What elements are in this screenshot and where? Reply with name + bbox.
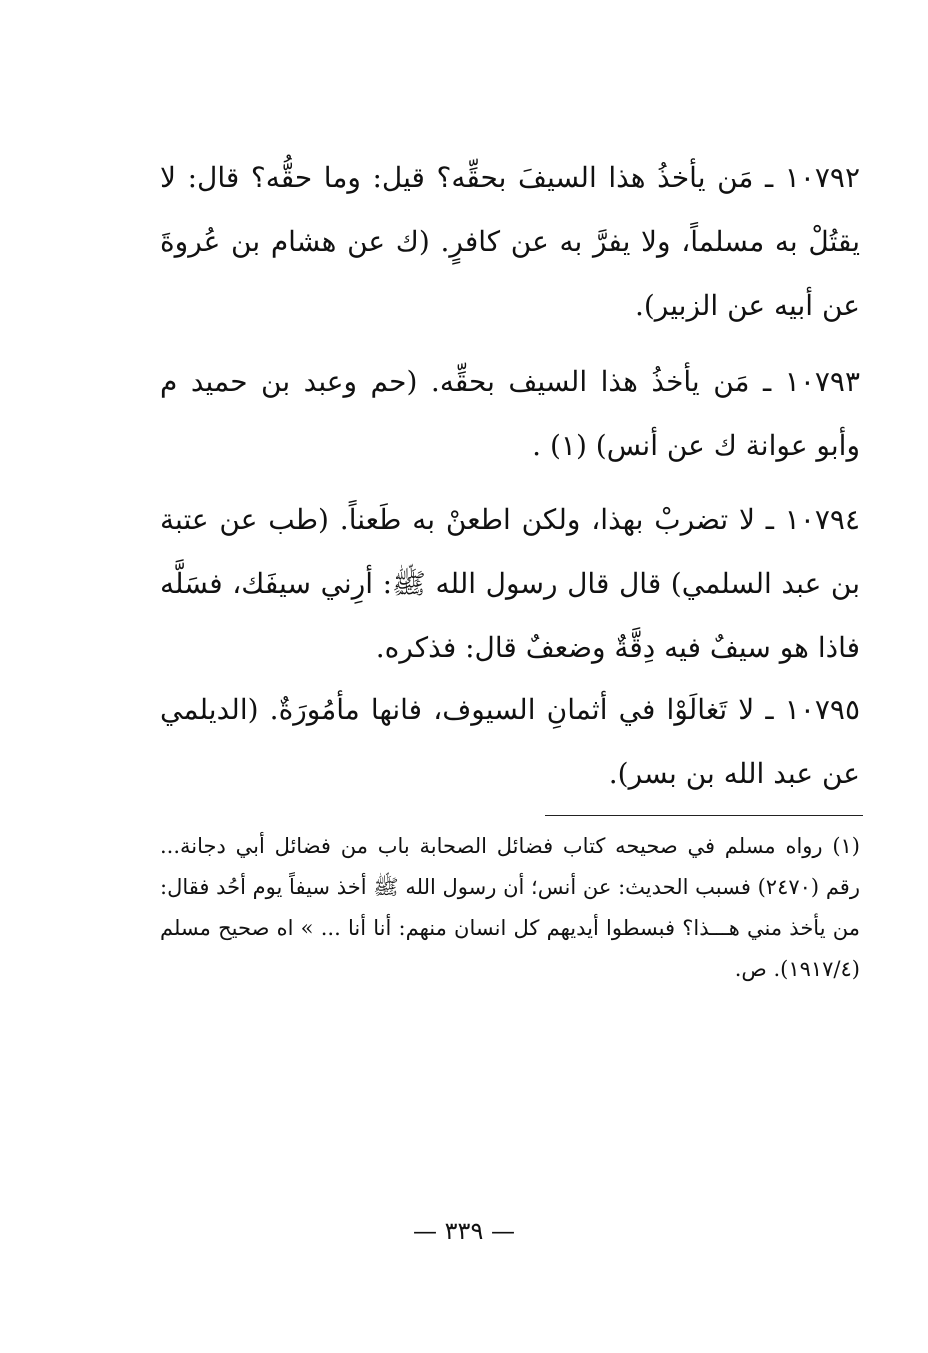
footnote [160,826,860,990]
hadith-entry-10792 [160,146,860,338]
hadith-text: ١٠٧٩٣ ـ مَن يأخذُ هذا السيف بحقِّه. (حم وعبد بن حميد م وأبو عوانة ك عن أنس) (١) . [160,365,860,462]
hadith-text: ١٠٧٩٥ ـ لا تَغالَوْا في أثمانِ السيوف، فانها مأمُورَةٌ. (الديلمي عن عبد الله بن بسر). [160,693,860,790]
hadith-text: ١٠٧٩٤ ـ لا تضربْ بهذا، ولكن اطعنْ به طَعناً. (طب عن عتبة بن عبد السلمي) قال قال رسول الله ﷺ: أرِني سيفَك، فسَلَّه فاذا هو سيفٌ فيه دِقَّةٌ وضعفٌ قال: فذكره. [160,503,860,664]
footnote-divider [545,815,863,816]
hadith-entry-10794 [160,488,860,680]
hadith-entry-10793 [160,350,860,478]
page-number: — ٣٣٩ — [413,1217,515,1245]
footnote-text: (١) رواه مسلم في صحيحه كتاب فضائل الصحابة باب من فضائل أبي دجانة... رقم (٢٤٧٠) فسبب الحديث: عن أنس؛ أن رسول الله ﷺ أخذ سيفاً يوم أحُد فقال: من يأخذ مني هـــذا؟ فبسطوا أيديهم كل انسان منهم: أنا أنا ... » اه صحيح مسلم (١٩١٧/٤). ص. [160,834,860,981]
hadith-text: ١٠٧٩٢ ـ مَن يأخذُ هذا السيفَ بحقِّه؟ قيل: وما حقُّه؟ قال: لا يقتُلْ به مسلماً، ولا يفرَّ به عن كافرٍ. (ك عن هشام بن عُروةَ عن أبيه عن الزبير). [160,161,860,322]
hadith-entry-10795 [160,678,860,806]
